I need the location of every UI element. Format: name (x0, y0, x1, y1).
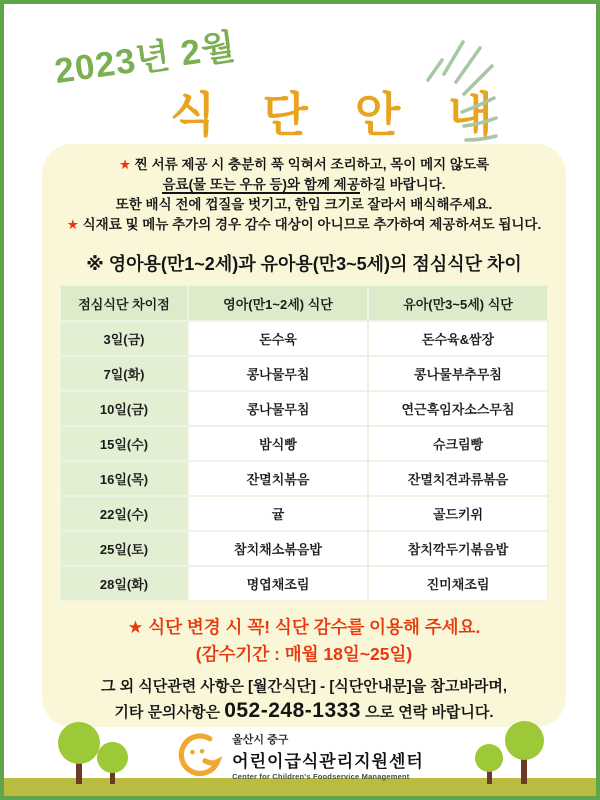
preschool-menu-cell: 골드키위 (368, 496, 548, 531)
column-header: 영아(만1~2세) 식단 (188, 285, 368, 321)
notice-line-2: 음료(물 또는 우유 등)와 함께 제공하길 바랍니다. (162, 177, 446, 192)
notice-text (42, 155, 566, 235)
red-star-icon: ★ (118, 157, 132, 172)
preschool-menu-cell: 슈크림빵 (368, 426, 548, 461)
toddler-menu-cell: 콩나물무침 (188, 391, 368, 426)
date-cell: 7일(화) (60, 356, 188, 391)
date-cell: 10일(금) (60, 391, 188, 426)
date-cell: 25일(토) (60, 531, 188, 566)
toddler-menu-cell: 밤식빵 (188, 426, 368, 461)
toddler-menu-cell: 귤 (188, 496, 368, 531)
notice-line-4: ★ 식재료 및 메뉴 추가의 경우 감수 대상이 아니므로 추가하여 제공하셔도 됩니다. (66, 217, 542, 232)
toddler-menu-cell: 명엽채조림 (188, 566, 368, 601)
table-row (60, 461, 548, 496)
date-cell: 16일(목) (60, 461, 188, 496)
date-cell: 28일(화) (60, 566, 188, 601)
smiley-logo-icon (176, 731, 224, 781)
poster-date-label: 2023년 2월 (52, 26, 239, 92)
poster-title: 식 단 안 내 (170, 88, 510, 141)
toddler-menu-cell: 잔멸치볶음 (188, 461, 368, 496)
sunburst-rays-icon (418, 34, 510, 142)
date-cell: 15일(수) (60, 426, 188, 461)
preschool-menu-cell: 참치깍두기볶음밥 (368, 531, 548, 566)
table-row (60, 426, 548, 461)
toddler-menu-cell: 돈수육 (188, 321, 368, 356)
review-alert-line-2: (감수기간 : 매월 18일~25일) (195, 644, 413, 664)
date-cell: 3일(금) (60, 321, 188, 356)
table-row (60, 321, 548, 356)
preschool-menu-cell: 잔멸치견과류볶음 (368, 461, 548, 496)
column-header: 유아(만3~5세) 식단 (368, 285, 548, 321)
toddler-menu-cell: 콩나물무침 (188, 356, 368, 391)
table-section-heading: ※ 영아용(만1~2세)과 유아용(만3~5세)의 점심식단 차이 (86, 254, 522, 274)
toddler-menu-cell: 참치채소볶음밥 (188, 531, 368, 566)
table-row (60, 391, 548, 426)
logo-org-name: 어린이급식관리지원센터 (232, 752, 424, 771)
review-alert (42, 614, 566, 668)
notice-card (42, 144, 566, 727)
date-cell: 22일(수) (60, 496, 188, 531)
table-row (60, 566, 548, 601)
preschool-menu-cell: 돈수육&쌈장 (368, 321, 548, 356)
preschool-menu-cell: 연근흑임자소스무침 (368, 391, 548, 426)
notice-line-3: 또한 배식 전에 껍질을 벗기고, 한입 크기로 잘라서 배식해주세요. (115, 197, 493, 212)
review-alert-line-1: ★ 식단 변경 시 꼭! 식단 감수를 이용해 주세요. (127, 617, 481, 637)
table-row (60, 356, 548, 391)
logo-region: 울산시 중구 (232, 734, 289, 746)
column-header: 점심식단 차이점 (60, 285, 188, 321)
phone-number: 052-248-1333 (224, 699, 361, 722)
red-star-icon: ★ (66, 217, 79, 232)
logo-org-name-en: Center for Children's Foodservice Management (232, 772, 410, 781)
notice-line-1: ★ 찐 서류 제공 시 충분히 푹 익혀서 조리하고, 목이 메지 않도록 (118, 157, 490, 172)
menu-difference-table (60, 285, 548, 601)
preschool-menu-cell: 콩나물부추무침 (368, 356, 548, 391)
table-row (60, 496, 548, 531)
contact-info-line-2: 기타 문의사항은 052-248-1333 으로 연락 바랍니다. (114, 699, 494, 722)
contact-info-line-1: 그 외 식단관련 사항은 [월간식단] - [식단안내문]을 참고바라며, (100, 678, 508, 695)
logo-text (232, 731, 424, 781)
contact-info (42, 675, 566, 725)
table-row (60, 531, 548, 566)
preschool-menu-cell: 진미채조림 (368, 566, 548, 601)
table-header-row (60, 285, 548, 321)
center-logo (176, 731, 424, 781)
